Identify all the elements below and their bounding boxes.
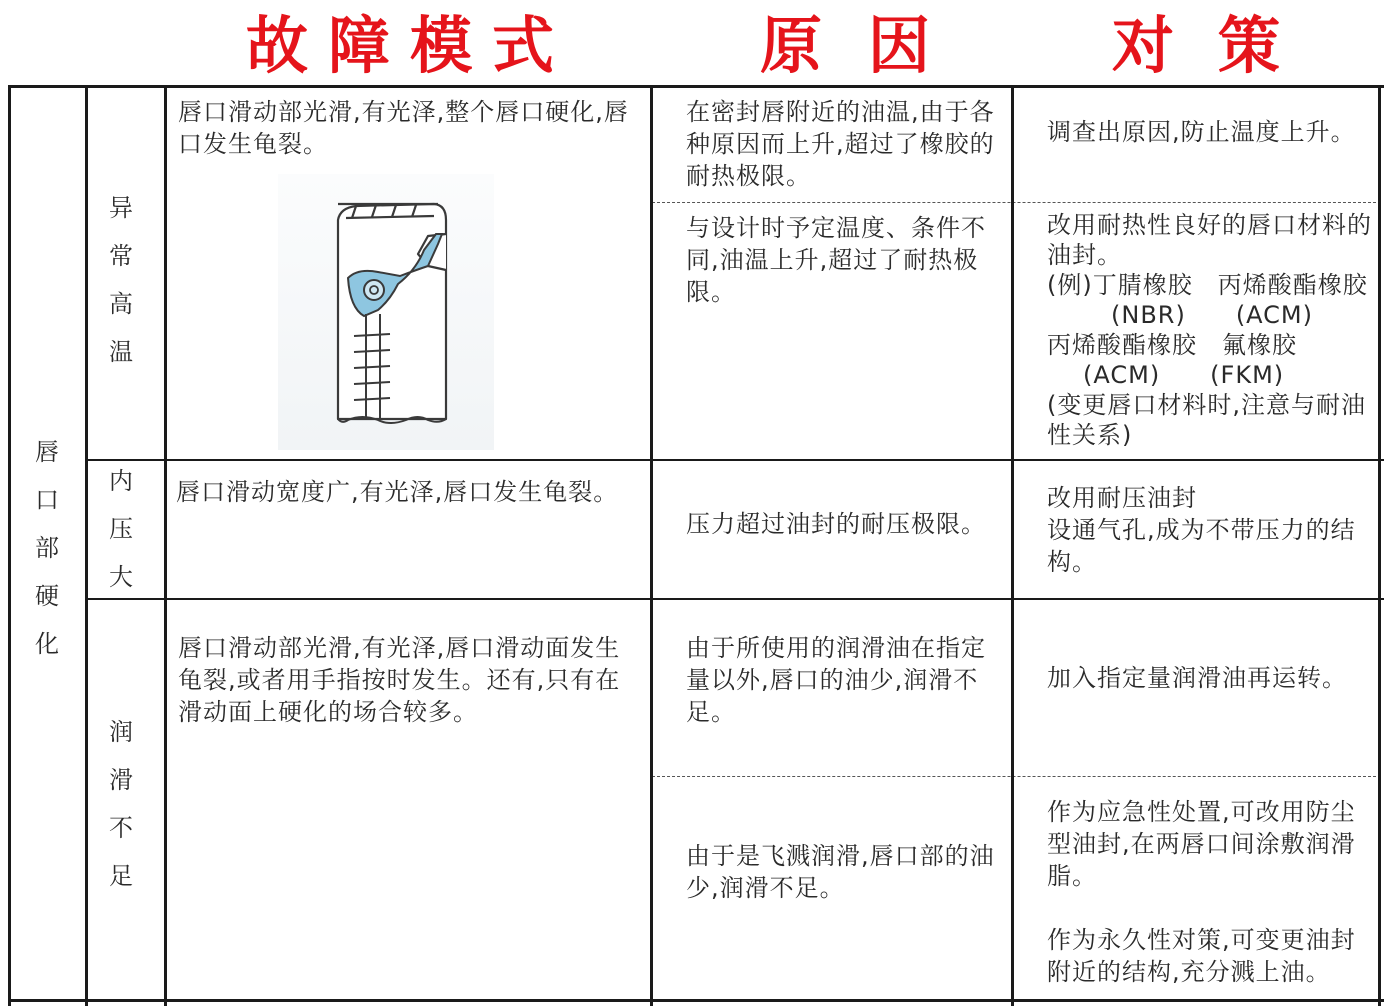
material-note: (变更唇口材料时,注意与耐油性关系) (1047, 391, 1366, 449)
table-bottom-border (8, 999, 1384, 1002)
cause-text: 由于所使用的润滑油在指定量以外,唇口的油少,润滑不足。 (686, 634, 986, 726)
measure-material-block (1047, 210, 1373, 450)
header-failure-mode: 故障模式 (246, 9, 575, 82)
table-top-border (8, 85, 1384, 88)
header-countermeasure: 对策 (1112, 9, 1325, 82)
cause-text: 在密封唇附近的油温,由于各种原因而上升,超过了橡胶的耐热极限。 (686, 98, 995, 190)
row-label-text: 异常高温 (109, 194, 133, 366)
dashed-divider (652, 202, 1376, 203)
column-border (164, 85, 167, 1006)
category-label: 唇口部硬化 (35, 438, 59, 658)
measure-text: 加入指定量润滑油再运转。 (1047, 664, 1347, 692)
material-example-line: (例)丁腈橡胶 丙烯酸酯橡胶 (1047, 271, 1368, 299)
column-border (1011, 85, 1014, 1006)
mode-text-high-temp: 唇口滑动部光滑,有光泽,整个唇口硬化,唇口发生龟裂。 (178, 98, 629, 158)
oil-seal-cross-section-icon (278, 174, 494, 450)
dashed-divider (652, 776, 1376, 777)
row-label-internal-pressure (106, 457, 136, 601)
measure-text: 改用耐热性良好的唇口材料的油封。 (1047, 211, 1372, 269)
cause-text: 由于是飞溅润滑,唇口部的油少,润滑不足。 (686, 842, 995, 902)
measure-text: 设通气孔,成为不带压力的结构。 (1047, 516, 1356, 576)
row-divider (86, 598, 1384, 600)
measure-text: 改用耐压油封 (1047, 484, 1197, 512)
mode-text-lubrication: 唇口滑动部光滑,有光泽,唇口滑动面发生龟裂,或者用手指按时发生。还有,只有在滑动面上硬化的场合较多。 (178, 634, 621, 726)
material-code-line: (NBR) (ACM) (1111, 301, 1314, 329)
row-label-text: 润滑不足 (109, 718, 133, 890)
column-border (1378, 85, 1381, 1006)
cause-text: 压力超过油封的耐压极限。 (686, 510, 986, 538)
cause-text: 与设计时予定温度、条件不同,油温上升,超过了耐热极限。 (686, 214, 986, 306)
column-border (8, 85, 11, 1006)
column-border (650, 85, 653, 1006)
row-label-lubrication (106, 708, 136, 900)
column-border (85, 85, 88, 1006)
material-example-line: 丙烯酸酯橡胶 氟橡胶 (1047, 331, 1297, 359)
measure-text: 调查出原因,防止温度上升。 (1047, 118, 1356, 146)
row-label-text: 内压大 (109, 467, 133, 591)
category-label (32, 428, 62, 668)
material-code-line: (ACM) (FKM) (1083, 361, 1285, 389)
measure-text: 作为应急性处置,可改用防尘型油封,在两唇口间涂敷润滑脂。 (1047, 798, 1356, 890)
oil-seal-photo (278, 174, 494, 450)
row-divider (86, 459, 1384, 461)
mode-text-internal-pressure: 唇口滑动宽度广,有光泽,唇口发生龟裂。 (176, 478, 619, 506)
header-cause: 原因 (760, 9, 977, 82)
row-label-high-temp (106, 184, 136, 376)
measure-text: 作为永久性对策,可变更油封附近的结构,充分溅上油。 (1047, 926, 1356, 986)
